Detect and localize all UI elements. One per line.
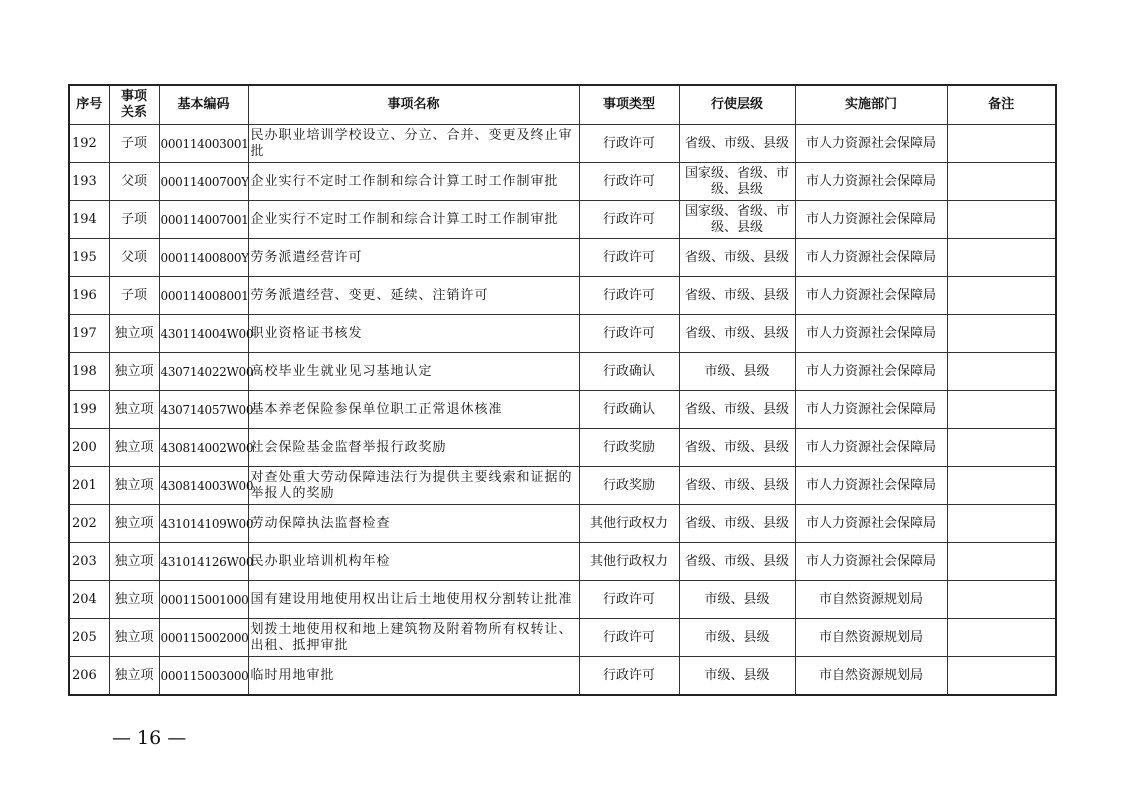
cell-relation: 父项 <box>109 163 159 201</box>
cell-level: 国家级、省级、市级、县级 <box>679 201 795 239</box>
cell-level: 省级、市级、县级 <box>679 239 795 277</box>
cell-relation: 独立项 <box>109 505 159 543</box>
cell-relation: 子项 <box>109 201 159 239</box>
cell-seq: 197 <box>69 315 109 353</box>
cell-seq: 201 <box>69 467 109 505</box>
cell-code: 430814003W00 <box>159 467 248 505</box>
cell-level: 省级、市级、县级 <box>679 505 795 543</box>
items-table-container <box>68 84 1055 696</box>
cell-type: 行政许可 <box>579 125 679 163</box>
table-row <box>69 657 1056 696</box>
cell-code: 00011400700Y <box>159 163 248 201</box>
cell-type: 其他行政权力 <box>579 505 679 543</box>
cell-dept: 市人力资源社会保障局 <box>795 467 947 505</box>
cell-note <box>947 657 1056 696</box>
header-dept: 实施部门 <box>795 85 947 125</box>
cell-code: 000115002000 <box>159 619 248 657</box>
cell-relation: 独立项 <box>109 619 159 657</box>
cell-relation: 独立项 <box>109 315 159 353</box>
cell-note <box>947 619 1056 657</box>
cell-code: 000114007001 <box>159 201 248 239</box>
cell-relation: 独立项 <box>109 391 159 429</box>
cell-level: 市级、县级 <box>679 619 795 657</box>
cell-note <box>947 125 1056 163</box>
cell-seq: 203 <box>69 543 109 581</box>
cell-code: 00011400800Y <box>159 239 248 277</box>
cell-seq: 198 <box>69 353 109 391</box>
cell-seq: 204 <box>69 581 109 619</box>
cell-dept: 市自然资源规划局 <box>795 581 947 619</box>
cell-note <box>947 391 1056 429</box>
cell-seq: 192 <box>69 125 109 163</box>
cell-type: 行政许可 <box>579 315 679 353</box>
cell-seq: 205 <box>69 619 109 657</box>
cell-note <box>947 201 1056 239</box>
cell-name: 划拨土地使用权和地上建筑物及附着物所有权转让、出租、抵押审批 <box>248 619 579 657</box>
cell-note <box>947 315 1056 353</box>
cell-type: 行政许可 <box>579 277 679 315</box>
cell-relation: 父项 <box>109 239 159 277</box>
cell-dept: 市人力资源社会保障局 <box>795 239 947 277</box>
cell-relation: 独立项 <box>109 429 159 467</box>
cell-type: 行政确认 <box>579 391 679 429</box>
cell-name: 劳务派遣经营许可 <box>248 239 579 277</box>
cell-dept: 市人力资源社会保障局 <box>795 125 947 163</box>
header-seq: 序号 <box>69 85 109 125</box>
cell-type: 行政许可 <box>579 619 679 657</box>
table-row <box>69 163 1056 201</box>
cell-note <box>947 239 1056 277</box>
cell-dept: 市人力资源社会保障局 <box>795 543 947 581</box>
cell-seq: 196 <box>69 277 109 315</box>
cell-relation: 子项 <box>109 125 159 163</box>
cell-dept: 市自然资源规划局 <box>795 657 947 696</box>
cell-name: 基本养老保险参保单位职工正常退休核准 <box>248 391 579 429</box>
cell-relation: 独立项 <box>109 657 159 696</box>
cell-code: 430114004W00 <box>159 315 248 353</box>
cell-level: 省级、市级、县级 <box>679 391 795 429</box>
table-row <box>69 201 1056 239</box>
cell-note <box>947 505 1056 543</box>
cell-name: 劳动保障执法监督检查 <box>248 505 579 543</box>
cell-dept: 市人力资源社会保障局 <box>795 391 947 429</box>
table-body <box>69 125 1056 696</box>
cell-note <box>947 277 1056 315</box>
cell-seq: 195 <box>69 239 109 277</box>
cell-name: 社会保险基金监督举报行政奖励 <box>248 429 579 467</box>
cell-note <box>947 467 1056 505</box>
header-code: 基本编码 <box>159 85 248 125</box>
cell-level: 市级、县级 <box>679 581 795 619</box>
cell-type: 行政许可 <box>579 657 679 696</box>
cell-level: 市级、县级 <box>679 657 795 696</box>
cell-note <box>947 429 1056 467</box>
cell-name: 高校毕业生就业见习基地认定 <box>248 353 579 391</box>
header-relation-line1: 事项 <box>120 89 147 104</box>
table-row <box>69 543 1056 581</box>
header-note: 备注 <box>947 85 1056 125</box>
cell-seq: 200 <box>69 429 109 467</box>
table-row <box>69 277 1056 315</box>
cell-level: 省级、市级、县级 <box>679 277 795 315</box>
cell-note <box>947 163 1056 201</box>
cell-dept: 市人力资源社会保障局 <box>795 277 947 315</box>
cell-level: 省级、市级、县级 <box>679 315 795 353</box>
cell-code: 000114008001 <box>159 277 248 315</box>
cell-note <box>947 353 1056 391</box>
cell-type: 行政许可 <box>579 201 679 239</box>
cell-code: 431014109W00 <box>159 505 248 543</box>
cell-relation: 独立项 <box>109 467 159 505</box>
cell-name: 国有建设用地使用权出让后土地使用权分割转让批准 <box>248 581 579 619</box>
cell-code: 431014126W00 <box>159 543 248 581</box>
cell-seq: 194 <box>69 201 109 239</box>
header-name: 事项名称 <box>248 85 579 125</box>
cell-type: 行政奖励 <box>579 429 679 467</box>
cell-relation: 独立项 <box>109 543 159 581</box>
cell-relation: 独立项 <box>109 581 159 619</box>
table-row <box>69 429 1056 467</box>
cell-name: 对查处重大劳动保障违法行为提供主要线索和证据的举报人的奖励 <box>248 467 579 505</box>
cell-code: 430714057W00 <box>159 391 248 429</box>
cell-type: 行政许可 <box>579 163 679 201</box>
header-level: 行使层级 <box>679 85 795 125</box>
cell-level: 市级、县级 <box>679 353 795 391</box>
items-table <box>68 84 1057 696</box>
cell-level: 省级、市级、县级 <box>679 543 795 581</box>
table-row <box>69 353 1056 391</box>
cell-level: 省级、市级、县级 <box>679 429 795 467</box>
table-row <box>69 125 1056 163</box>
header-row <box>69 85 1056 125</box>
cell-type: 行政奖励 <box>579 467 679 505</box>
cell-name: 临时用地审批 <box>248 657 579 696</box>
table-row <box>69 239 1056 277</box>
table-row <box>69 619 1056 657</box>
cell-dept: 市人力资源社会保障局 <box>795 429 947 467</box>
header-type: 事项类型 <box>579 85 679 125</box>
cell-dept: 市自然资源规划局 <box>795 619 947 657</box>
cell-dept: 市人力资源社会保障局 <box>795 505 947 543</box>
cell-name: 民办职业培训学校设立、分立、合并、变更及终止审批 <box>248 125 579 163</box>
table-row <box>69 467 1056 505</box>
cell-dept: 市人力资源社会保障局 <box>795 315 947 353</box>
header-relation-line2: 关系 <box>120 105 147 120</box>
cell-seq: 206 <box>69 657 109 696</box>
cell-level: 省级、市级、县级 <box>679 125 795 163</box>
cell-name: 民办职业培训机构年检 <box>248 543 579 581</box>
cell-code: 430714022W00 <box>159 353 248 391</box>
header-relation <box>109 85 159 125</box>
cell-code: 430814002W00 <box>159 429 248 467</box>
table-row <box>69 315 1056 353</box>
table-row <box>69 581 1056 619</box>
cell-code: 000114003001 <box>159 125 248 163</box>
cell-type: 行政确认 <box>579 353 679 391</box>
cell-dept: 市人力资源社会保障局 <box>795 201 947 239</box>
cell-type: 其他行政权力 <box>579 543 679 581</box>
table-row <box>69 391 1056 429</box>
cell-name: 劳务派遣经营、变更、延续、注销许可 <box>248 277 579 315</box>
cell-type: 行政许可 <box>579 581 679 619</box>
cell-level: 省级、市级、县级 <box>679 467 795 505</box>
page-number: — 16 — <box>112 727 187 749</box>
table-header <box>69 85 1056 125</box>
cell-dept: 市人力资源社会保障局 <box>795 163 947 201</box>
cell-note <box>947 581 1056 619</box>
cell-note <box>947 543 1056 581</box>
cell-relation: 独立项 <box>109 353 159 391</box>
cell-seq: 199 <box>69 391 109 429</box>
cell-name: 职业资格证书核发 <box>248 315 579 353</box>
cell-name: 企业实行不定时工作制和综合计算工时工作制审批 <box>248 201 579 239</box>
cell-seq: 193 <box>69 163 109 201</box>
cell-type: 行政许可 <box>579 239 679 277</box>
cell-relation: 子项 <box>109 277 159 315</box>
cell-code: 000115001000 <box>159 581 248 619</box>
cell-code: 000115003000 <box>159 657 248 696</box>
table-row <box>69 505 1056 543</box>
cell-dept: 市人力资源社会保障局 <box>795 353 947 391</box>
cell-level: 国家级、省级、市级、县级 <box>679 163 795 201</box>
cell-seq: 202 <box>69 505 109 543</box>
cell-name: 企业实行不定时工作制和综合计算工时工作制审批 <box>248 163 579 201</box>
